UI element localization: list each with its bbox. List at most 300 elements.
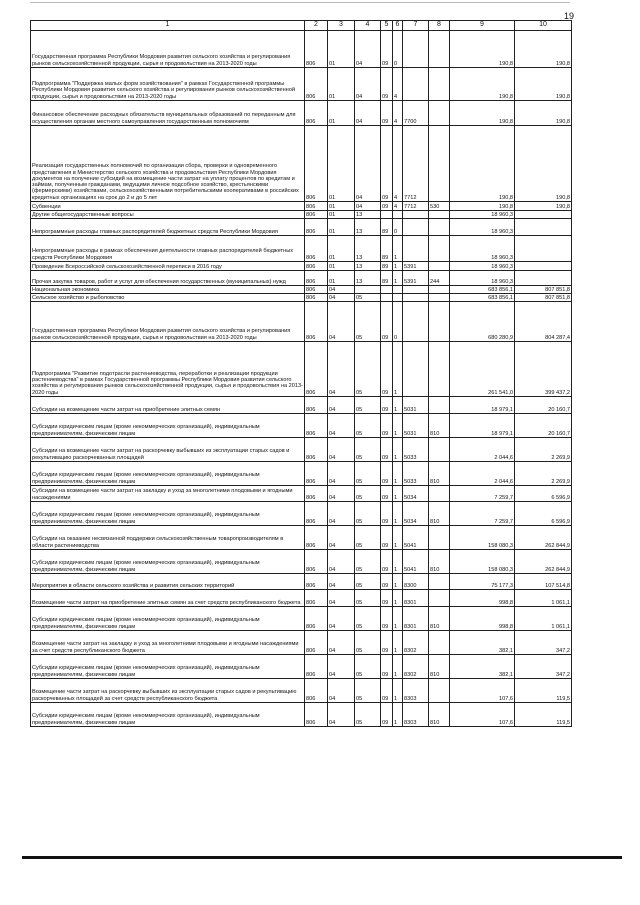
cell-amount-2: 804 287,4 <box>515 302 572 342</box>
cell-section: 04 <box>328 342 355 397</box>
cell-description: Возмещение части затрат на закладку и уход за многолетними плодовыми и ягодными насаждениями за счет средств республиканского бюджета <box>31 631 305 655</box>
cell-item: 8303 <box>403 703 429 727</box>
cell-section: 04 <box>328 703 355 727</box>
cell-subprogram: 1 <box>393 655 403 679</box>
cell-subsection: 05 <box>355 526 381 550</box>
cell-description: Сельское хозяйство и рыболовство <box>31 294 305 302</box>
cell-subsection: 05 <box>355 679 381 703</box>
cell-expense-type <box>429 236 450 262</box>
col-header: 1 <box>31 21 305 31</box>
table-row <box>31 590 572 607</box>
cell-description: Субсидии юридическим лицам (кроме некоммерческих организаций), индивидуальным предпринимателям, физическим лицам <box>31 655 305 679</box>
cell-amount-1: 683 856,1 <box>450 294 515 302</box>
cell-description: Реализация государственных полномочий по организации сбора, проверки и одновременного представления в Министерство сельского хозяйства и продовольствия Республики Мордовия документов на получение субсидий на возмещение части затрат на уплату процентов по кредитам и займам, полученным гражданами, ведущими личное подсобное хозяйство, крестьянскими (фермерскими) хозяйствами, сельскохозяйственными потребительскими кооперативами в российских кредитных организациях на срок до 2 и до 5 лет <box>31 126 305 202</box>
cell-description: Финансовое обеспечение расходных обязательств муниципальных образований по переданным для осуществления органам местного самоуправления государственным полномочиям <box>31 101 305 126</box>
top-rule <box>30 2 570 3</box>
cell-description: Проведение Всероссийской сельскохозяйственной переписи в 2016 году <box>31 262 305 271</box>
cell-admin-code: 806 <box>305 101 328 126</box>
cell-subprogram: 1 <box>393 502 403 526</box>
cell-admin-code: 806 <box>305 703 328 727</box>
col-header: 10 <box>515 21 572 31</box>
cell-subsection <box>355 286 381 294</box>
cell-amount-1: 18 960,3 <box>450 262 515 271</box>
table-row <box>31 219 572 236</box>
cell-amount-1: 7 259,7 <box>450 502 515 526</box>
cell-subprogram: 1 <box>393 550 403 574</box>
table-row <box>31 286 572 294</box>
cell-program: 09 <box>381 462 393 486</box>
cell-program: 09 <box>381 703 393 727</box>
cell-amount-1: 18 960,3 <box>450 236 515 262</box>
cell-expense-type: 530 <box>429 202 450 211</box>
table-row <box>31 31 572 68</box>
cell-section: 04 <box>328 574 355 590</box>
cell-amount-2 <box>515 262 572 271</box>
cell-admin-code: 806 <box>305 462 328 486</box>
table-row <box>31 550 572 574</box>
cell-item <box>403 236 429 262</box>
cell-item <box>403 286 429 294</box>
table-row <box>31 294 572 302</box>
table-header-row <box>31 21 572 31</box>
cell-amount-2: 347,2 <box>515 631 572 655</box>
cell-amount-2: 807 851,8 <box>515 286 572 294</box>
cell-section: 04 <box>328 397 355 414</box>
cell-amount-2: 20 160,7 <box>515 397 572 414</box>
cell-subprogram: 1 <box>393 397 403 414</box>
table-row <box>31 101 572 126</box>
cell-section: 04 <box>328 302 355 342</box>
table-row <box>31 486 572 502</box>
cell-section: 04 <box>328 294 355 302</box>
cell-expense-type <box>429 262 450 271</box>
cell-item <box>403 31 429 68</box>
cell-description: Субсидии юридическим лицам (кроме некоммерческих организаций), индивидуальным предпринимателям, физическим лицам <box>31 414 305 438</box>
cell-item <box>403 219 429 236</box>
table-row <box>31 68 572 101</box>
cell-admin-code: 806 <box>305 526 328 550</box>
cell-amount-2: 119,5 <box>515 679 572 703</box>
cell-subprogram: 1 <box>393 631 403 655</box>
cell-description: Национальная экономика <box>31 286 305 294</box>
table-row <box>31 302 572 342</box>
cell-admin-code: 806 <box>305 302 328 342</box>
cell-description: Субсидии на возмещение части затрат на приобретение элитных семян <box>31 397 305 414</box>
table-row <box>31 271 572 286</box>
cell-amount-1: 680 280,9 <box>450 302 515 342</box>
cell-amount-2 <box>515 219 572 236</box>
cell-admin-code: 806 <box>305 607 328 631</box>
cell-admin-code: 806 <box>305 202 328 211</box>
cell-amount-1: 683 856,1 <box>450 286 515 294</box>
cell-item: 5391 <box>403 262 429 271</box>
cell-subsection: 05 <box>355 462 381 486</box>
table-row <box>31 438 572 462</box>
cell-admin-code: 806 <box>305 631 328 655</box>
cell-amount-2: 190,8 <box>515 101 572 126</box>
cell-section: 04 <box>328 655 355 679</box>
cell-expense-type: 810 <box>429 462 450 486</box>
cell-program: 89 <box>381 219 393 236</box>
cell-program: 09 <box>381 526 393 550</box>
cell-program: 09 <box>381 202 393 211</box>
cell-amount-2: 2 269,9 <box>515 462 572 486</box>
cell-description: Возмещение части затрат на раскорчевку выбывших из эксплуатации старых садов и рекультивацию раскорчеванных площадей за счет средств республиканского бюджета <box>31 679 305 703</box>
cell-expense-type <box>429 101 450 126</box>
cell-amount-2: 190,8 <box>515 31 572 68</box>
cell-subsection: 04 <box>355 101 381 126</box>
cell-program: 89 <box>381 262 393 271</box>
table-row <box>31 397 572 414</box>
cell-amount-2 <box>515 271 572 286</box>
cell-subprogram: 4 <box>393 202 403 211</box>
cell-description: Субсидии на возмещение части затрат на закладку и уход за многолетними плодовыми и ягодными насаждениями <box>31 486 305 502</box>
table-row <box>31 631 572 655</box>
cell-description: Субсидии юридическим лицам (кроме некоммерческих организаций), индивидуальным предпринимателям, физическим лицам <box>31 703 305 727</box>
cell-amount-1: 18 960,3 <box>450 211 515 219</box>
col-header: 2 <box>305 21 328 31</box>
cell-subprogram: 1 <box>393 438 403 462</box>
cell-admin-code: 806 <box>305 211 328 219</box>
cell-subsection: 05 <box>355 414 381 438</box>
cell-expense-type <box>429 342 450 397</box>
col-header: 4 <box>355 21 381 31</box>
cell-amount-2: 399 437,2 <box>515 342 572 397</box>
cell-admin-code: 806 <box>305 286 328 294</box>
cell-subprogram: 1 <box>393 574 403 590</box>
cell-item <box>403 294 429 302</box>
cell-amount-2: 190,8 <box>515 68 572 101</box>
cell-subprogram: 1 <box>393 590 403 607</box>
cell-admin-code: 806 <box>305 262 328 271</box>
cell-expense-type <box>429 486 450 502</box>
cell-subprogram: 0 <box>393 31 403 68</box>
cell-section: 04 <box>328 590 355 607</box>
cell-amount-2: 6 596,9 <box>515 502 572 526</box>
cell-item <box>403 302 429 342</box>
cell-amount-2: 190,8 <box>515 202 572 211</box>
cell-program: 09 <box>381 631 393 655</box>
cell-expense-type: 810 <box>429 550 450 574</box>
cell-admin-code: 806 <box>305 574 328 590</box>
cell-description: Субсидии на возмещение части затрат на раскорчевку выбывших из эксплуатации старых садов и рекультивацию раскорчеванных площадей <box>31 438 305 462</box>
table-body <box>31 31 572 727</box>
cell-section: 04 <box>328 526 355 550</box>
cell-item: 7700 <box>403 101 429 126</box>
cell-subprogram: 1 <box>393 262 403 271</box>
cell-section: 04 <box>328 438 355 462</box>
cell-item: 5041 <box>403 526 429 550</box>
cell-amount-1: 190,8 <box>450 101 515 126</box>
cell-expense-type: 244 <box>429 271 450 286</box>
cell-subprogram: 1 <box>393 236 403 262</box>
cell-subsection: 05 <box>355 397 381 414</box>
cell-subprogram: 1 <box>393 271 403 286</box>
cell-program: 89 <box>381 271 393 286</box>
cell-program <box>381 211 393 219</box>
col-header: 5 <box>381 21 393 31</box>
cell-admin-code: 806 <box>305 126 328 202</box>
cell-item: 5033 <box>403 438 429 462</box>
cell-amount-2: 1 061,1 <box>515 607 572 631</box>
cell-description: Возмещение части затрат на приобретение элитных семян за счет средств республиканского бюджета <box>31 590 305 607</box>
cell-program: 09 <box>381 502 393 526</box>
cell-subprogram: 4 <box>393 68 403 101</box>
cell-program: 09 <box>381 414 393 438</box>
cell-expense-type <box>429 526 450 550</box>
cell-amount-2: 107 514,8 <box>515 574 572 590</box>
cell-subprogram: 1 <box>393 679 403 703</box>
table-row <box>31 202 572 211</box>
cell-subprogram: 1 <box>393 703 403 727</box>
cell-item: 7712 <box>403 126 429 202</box>
cell-section: 04 <box>328 607 355 631</box>
cell-admin-code: 806 <box>305 31 328 68</box>
cell-amount-2: 20 160,7 <box>515 414 572 438</box>
cell-expense-type: 810 <box>429 502 450 526</box>
cell-amount-1: 7 259,7 <box>450 486 515 502</box>
budget-table <box>30 20 572 727</box>
cell-program: 09 <box>381 126 393 202</box>
cell-amount-1: 18 960,3 <box>450 271 515 286</box>
cell-item <box>403 342 429 397</box>
cell-section: 01 <box>328 202 355 211</box>
cell-section: 01 <box>328 101 355 126</box>
cell-admin-code: 806 <box>305 219 328 236</box>
cell-expense-type <box>429 574 450 590</box>
cell-subsection: 13 <box>355 262 381 271</box>
cell-amount-1: 998,8 <box>450 590 515 607</box>
cell-description: Субсидии на оказание несвязанной поддержки сельскохозяйственным товаропроизводителям в области растениеводства <box>31 526 305 550</box>
cell-program: 09 <box>381 342 393 397</box>
cell-description: Государственная программа Республики Мордовия развития сельского хозяйства и регулирования рынков сельскохозяйственной продукции, сырья и продовольствия на 2013-2020 годы <box>31 31 305 68</box>
table-row <box>31 607 572 631</box>
cell-subsection: 05 <box>355 703 381 727</box>
cell-section: 01 <box>328 219 355 236</box>
bottom-rule <box>22 856 622 859</box>
table-row <box>31 126 572 202</box>
cell-expense-type <box>429 286 450 294</box>
cell-section: 01 <box>328 68 355 101</box>
col-header: 7 <box>403 21 429 31</box>
cell-description: Непрограммные расходы главных распорядителей бюджетных средств Республики Мордовия <box>31 219 305 236</box>
cell-amount-2 <box>515 236 572 262</box>
cell-description: Субсидии юридическим лицам (кроме некоммерческих организаций), индивидуальным предпринимателям, физическим лицам <box>31 550 305 574</box>
table-row <box>31 655 572 679</box>
cell-program <box>381 286 393 294</box>
cell-subsection: 05 <box>355 631 381 655</box>
cell-subprogram <box>393 294 403 302</box>
cell-amount-1: 2 044,6 <box>450 462 515 486</box>
cell-expense-type <box>429 590 450 607</box>
cell-description: Непрограммные расходы в рамках обеспечения деятельности главных распорядителей бюджетных средств Республики Мордовия <box>31 236 305 262</box>
cell-admin-code: 806 <box>305 414 328 438</box>
cell-expense-type <box>429 68 450 101</box>
cell-item: 8300 <box>403 574 429 590</box>
cell-subsection: 05 <box>355 438 381 462</box>
cell-item: 8302 <box>403 655 429 679</box>
cell-subsection: 05 <box>355 550 381 574</box>
cell-program: 09 <box>381 302 393 342</box>
cell-subsection: 13 <box>355 219 381 236</box>
cell-amount-1: 18 960,3 <box>450 219 515 236</box>
cell-amount-2: 347,2 <box>515 655 572 679</box>
cell-subsection: 13 <box>355 271 381 286</box>
cell-program <box>381 294 393 302</box>
cell-admin-code: 806 <box>305 502 328 526</box>
cell-admin-code: 806 <box>305 550 328 574</box>
cell-description: Подпрограмма "Поддержка малых форм хозяйствования" в рамках Государственной программы Республики Мордовия развития сельского хозяйства и регулирования рынков сельскохозяйственной продукции, сырья и продовольствия на 2013-2020 годы <box>31 68 305 101</box>
cell-section: 04 <box>328 286 355 294</box>
cell-description: Субсидии юридическим лицам (кроме некоммерческих организаций), индивидуальным предпринимателям, физическим лицам <box>31 607 305 631</box>
cell-subsection: 05 <box>355 486 381 502</box>
cell-amount-1: 190,8 <box>450 31 515 68</box>
col-header: 9 <box>450 21 515 31</box>
cell-admin-code: 806 <box>305 236 328 262</box>
cell-section: 04 <box>328 631 355 655</box>
table-row <box>31 502 572 526</box>
cell-item: 5041 <box>403 550 429 574</box>
cell-expense-type <box>429 631 450 655</box>
cell-subprogram <box>393 211 403 219</box>
cell-amount-1: 18 979,1 <box>450 414 515 438</box>
cell-subprogram: 1 <box>393 607 403 631</box>
cell-amount-2: 2 269,9 <box>515 438 572 462</box>
cell-subsection: 05 <box>355 502 381 526</box>
cell-item: 5391 <box>403 271 429 286</box>
cell-subprogram: 1 <box>393 486 403 502</box>
cell-admin-code: 806 <box>305 342 328 397</box>
cell-amount-1: 998,8 <box>450 607 515 631</box>
cell-amount-1: 382,1 <box>450 631 515 655</box>
cell-item: 5033 <box>403 462 429 486</box>
cell-description: Государственная программа Республики Мордовия развития сельского хозяйства и регулирования рынков сельскохозяйственной продукции, сырья и продовольствия на 2013-2020 годы <box>31 302 305 342</box>
cell-program: 09 <box>381 655 393 679</box>
cell-expense-type <box>429 219 450 236</box>
cell-item <box>403 211 429 219</box>
cell-item: 5034 <box>403 502 429 526</box>
table-row <box>31 462 572 486</box>
table-row <box>31 262 572 271</box>
table-row <box>31 236 572 262</box>
cell-item: 8301 <box>403 590 429 607</box>
cell-subprogram: 1 <box>393 414 403 438</box>
cell-amount-1: 107,6 <box>450 679 515 703</box>
cell-admin-code: 806 <box>305 590 328 607</box>
cell-program: 09 <box>381 31 393 68</box>
cell-description: Прочая закупка товаров, работ и услуг для обеспечения государственных (муниципальных) нужд <box>31 271 305 286</box>
cell-section: 04 <box>328 550 355 574</box>
cell-amount-1: 107,6 <box>450 703 515 727</box>
cell-subsection: 05 <box>355 655 381 679</box>
cell-item: 8303 <box>403 679 429 703</box>
cell-program: 09 <box>381 574 393 590</box>
cell-subprogram: 1 <box>393 462 403 486</box>
cell-item: 7712 <box>403 202 429 211</box>
table-row <box>31 574 572 590</box>
cell-expense-type <box>429 397 450 414</box>
cell-amount-2: 6 596,9 <box>515 486 572 502</box>
cell-section: 04 <box>328 414 355 438</box>
cell-description: Субсидии юридическим лицам (кроме некоммерческих организаций), индивидуальным предпринимателям, физическим лицам <box>31 462 305 486</box>
cell-subsection: 04 <box>355 126 381 202</box>
cell-subprogram: 0 <box>393 302 403 342</box>
cell-expense-type <box>429 679 450 703</box>
cell-subsection: 04 <box>355 31 381 68</box>
cell-section: 04 <box>328 462 355 486</box>
cell-section: 01 <box>328 126 355 202</box>
cell-subsection: 05 <box>355 342 381 397</box>
cell-program: 09 <box>381 607 393 631</box>
cell-admin-code: 806 <box>305 271 328 286</box>
cell-admin-code: 806 <box>305 68 328 101</box>
cell-section: 01 <box>328 236 355 262</box>
cell-subprogram <box>393 286 403 294</box>
cell-expense-type <box>429 302 450 342</box>
table-row <box>31 679 572 703</box>
cell-expense-type: 810 <box>429 703 450 727</box>
cell-admin-code: 806 <box>305 486 328 502</box>
page-number: 19 <box>564 11 575 21</box>
cell-program: 09 <box>381 438 393 462</box>
cell-section: 01 <box>328 262 355 271</box>
cell-item: 8301 <box>403 607 429 631</box>
cell-item: 5031 <box>403 414 429 438</box>
cell-program: 09 <box>381 679 393 703</box>
table-row <box>31 414 572 438</box>
cell-expense-type: 810 <box>429 607 450 631</box>
cell-section: 04 <box>328 502 355 526</box>
cell-subsection: 05 <box>355 574 381 590</box>
cell-admin-code: 806 <box>305 655 328 679</box>
cell-expense-type <box>429 211 450 219</box>
cell-subprogram: 4 <box>393 126 403 202</box>
table-row <box>31 526 572 550</box>
cell-program: 89 <box>381 236 393 262</box>
cell-item: 8302 <box>403 631 429 655</box>
cell-subsection: 04 <box>355 68 381 101</box>
cell-description: Мероприятия в области сельского хозяйства и развития сельских территорий <box>31 574 305 590</box>
cell-subprogram: 1 <box>393 342 403 397</box>
cell-subsection: 04 <box>355 202 381 211</box>
cell-admin-code: 806 <box>305 438 328 462</box>
cell-subsection: 05 <box>355 607 381 631</box>
cell-amount-1: 190,8 <box>450 68 515 101</box>
col-header: 3 <box>328 21 355 31</box>
cell-amount-1: 2 044,6 <box>450 438 515 462</box>
cell-amount-1: 261 541,0 <box>450 342 515 397</box>
cell-item <box>403 68 429 101</box>
col-header: 6 <box>393 21 403 31</box>
cell-program: 09 <box>381 590 393 607</box>
cell-subsection: 13 <box>355 211 381 219</box>
cell-program: 09 <box>381 397 393 414</box>
cell-amount-1: 158 080,3 <box>450 550 515 574</box>
cell-expense-type: 810 <box>429 414 450 438</box>
table-row <box>31 703 572 727</box>
cell-item: 5034 <box>403 486 429 502</box>
cell-program: 09 <box>381 486 393 502</box>
cell-description: Субсидии юридическим лицам (кроме некоммерческих организаций), индивидуальным предпринимателям, физическим лицам <box>31 502 305 526</box>
cell-amount-2: 190,8 <box>515 126 572 202</box>
cell-amount-2: 262 844,9 <box>515 526 572 550</box>
cell-amount-2: 1 061,1 <box>515 590 572 607</box>
cell-subprogram: 4 <box>393 101 403 126</box>
cell-expense-type: 810 <box>429 655 450 679</box>
cell-amount-1: 75 177,3 <box>450 574 515 590</box>
cell-amount-1: 158 080,3 <box>450 526 515 550</box>
cell-program: 09 <box>381 550 393 574</box>
